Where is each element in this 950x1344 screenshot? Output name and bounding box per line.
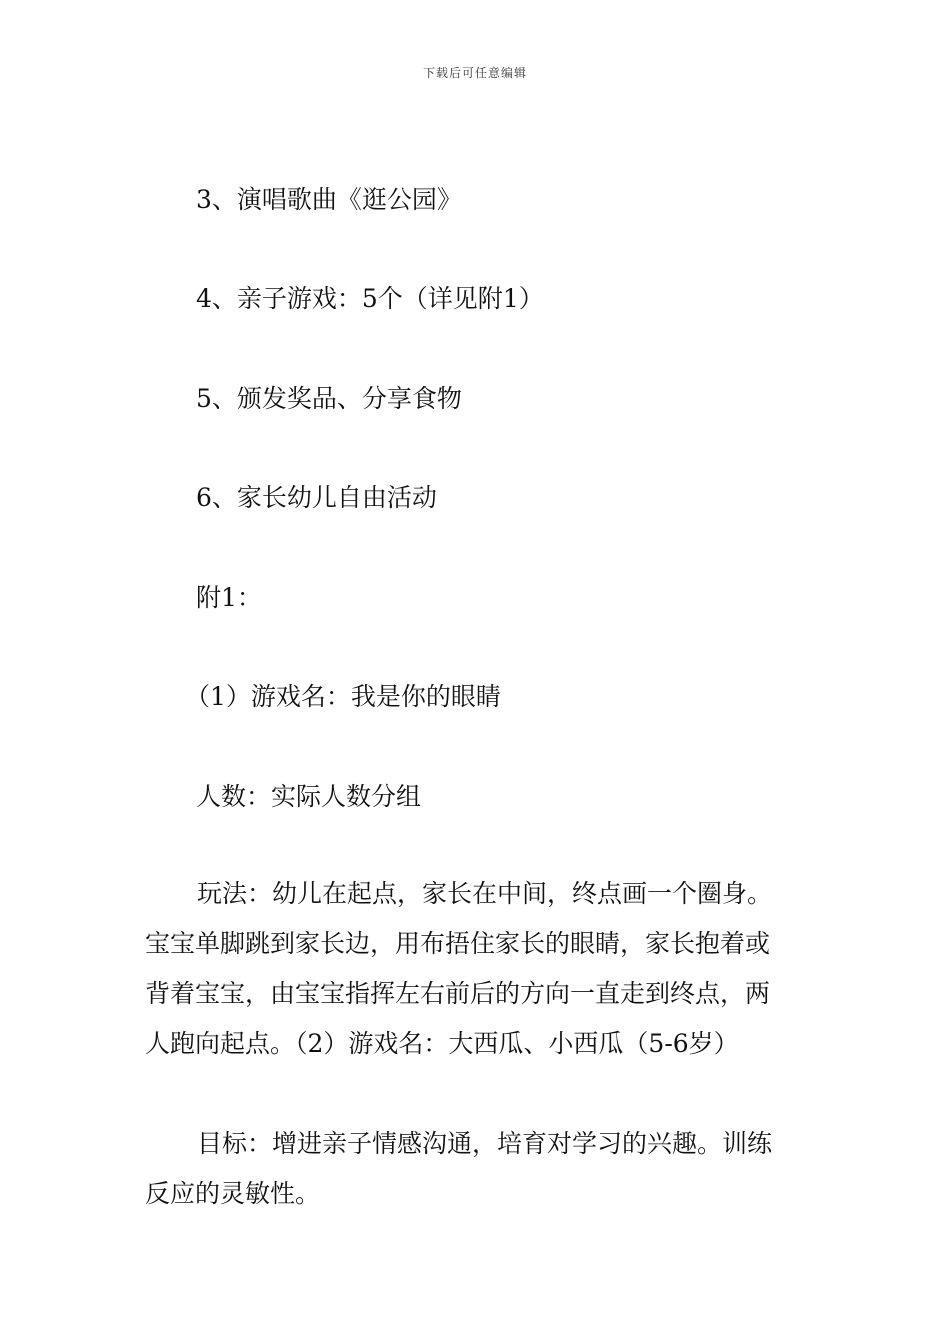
item-awards-sharing: 5、颁发奖品、分享食物 bbox=[196, 384, 462, 413]
page-header: 下载后可任意编辑 bbox=[422, 66, 527, 80]
rules-line-1: 玩法：幼儿在起点，家长在中间，终点画一个圈身。 bbox=[197, 879, 773, 908]
rules-line-4: 人跑向起点。（2）游戏名：大西瓜、小西瓜（5-6岁） bbox=[145, 1029, 739, 1058]
game-1-title: （1）游戏名：我是你的眼睛 bbox=[185, 682, 501, 711]
item-free-activity: 6、家长幼儿自由活动 bbox=[196, 483, 437, 512]
rules-line-3: 背着宝宝，由宝宝指挥左右前后的方向一直走到终点，两 bbox=[145, 979, 771, 1008]
game-1-rules-paragraph bbox=[145, 869, 810, 1069]
appendix-heading: 附1： bbox=[196, 583, 262, 612]
rules-line-2: 宝宝单脚跳到家长边，用布捂住家长的眼睛，家长抱着或 bbox=[145, 929, 771, 958]
goal-line-1: 目标：增进亲子情感沟通，培育对学习的兴趣。训练 bbox=[197, 1129, 773, 1158]
game-2-goal-paragraph bbox=[145, 1119, 810, 1219]
goal-line-2: 反应的灵敏性。 bbox=[145, 1179, 321, 1208]
game-1-players: 人数：实际人数分组 bbox=[196, 782, 422, 811]
item-parent-child-games: 4、亲子游戏：5个（详见附1） bbox=[196, 284, 544, 313]
item-sing-song: 3、演唱歌曲《逛公园》 bbox=[196, 185, 462, 214]
